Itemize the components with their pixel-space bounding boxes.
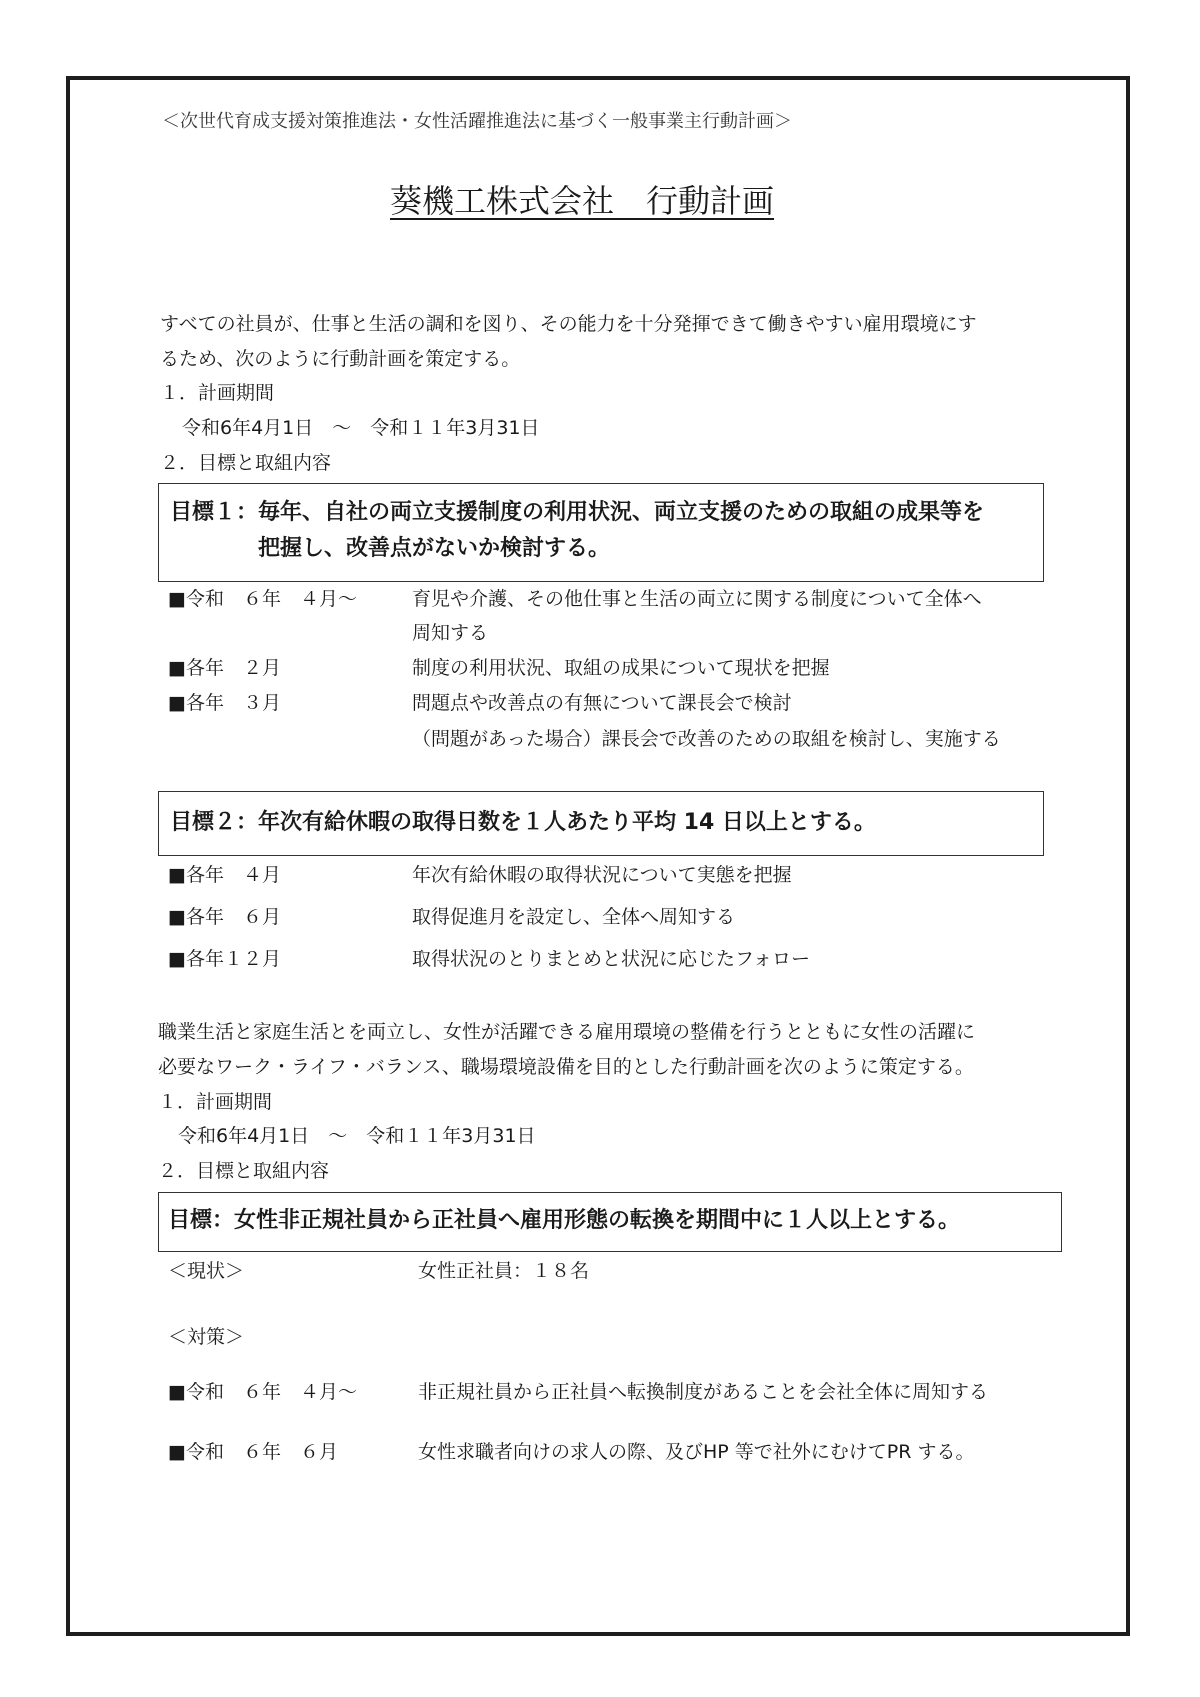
goal1-line2: 把握し、改善点がないか検討する。 (258, 536, 611, 561)
goal1-item-what-cont: 周知する (412, 622, 489, 644)
plan1-goals-heading: ２．目標と取組内容 (160, 452, 332, 474)
goal1-line1: 目標１：毎年、自社の両立支援制度の利用状況、両立支援のための取組の成果等を (170, 500, 985, 525)
goal1-item-what: 問題点や改善点の有無について課長会で検討 (412, 692, 792, 714)
measure-when: ■令和 ６年 ４月～ (168, 1381, 357, 1403)
plan1-period-heading: １．計画期間 (160, 382, 275, 404)
goal2-item-what: 取得促進月を設定し、全体へ周知する (412, 906, 736, 928)
plan1-period: 令和6年4月1日 ～ 令和１１年3月31日 (182, 417, 540, 439)
goal1-item-when: ■各年 ２月 (168, 657, 281, 679)
plan2-goals-heading: ２．目標と取組内容 (158, 1160, 330, 1182)
document-header: ＜次世代育成支援対策推進法・女性活躍推進法に基づく一般事業主行動計画＞ (162, 111, 792, 132)
measure-what: 非正規社員から正社員へ転換制度があることを会社全体に周知する (418, 1381, 989, 1403)
measure-when: ■令和 ６年 ６月 (168, 1441, 338, 1463)
goal2-item-what: 年次有給休暇の取得状況について実態を把握 (412, 864, 792, 886)
goal1-box (158, 483, 1044, 582)
goal1-item-what-cont: （問題があった場合）課長会で改善のための取組を検討し、実施する (412, 728, 1001, 750)
goal1-item-when: ■各年 ３月 (168, 692, 281, 714)
goal2-item-when: ■各年１２月 (168, 948, 281, 970)
measures-label: ＜対策＞ (168, 1326, 245, 1348)
goal2-text: 目標２：年次有給休暇の取得日数を１人あたり平均 14 日以上とする。 (170, 810, 876, 835)
status-label: ＜現状＞ (168, 1260, 245, 1282)
plan1-intro-line2: るため、次のように行動計画を策定する。 (160, 348, 521, 370)
plan2-intro-line1: 職業生活と家庭生活とを両立し、女性が活躍できる雇用環境の整備を行うとともに女性の活躍に (158, 1021, 976, 1043)
goal2-item-when: ■各年 ４月 (168, 864, 281, 886)
goal2-item-when: ■各年 ６月 (168, 906, 281, 928)
plan1-intro-line1: すべての社員が、仕事と生活の調和を図り、その能力を十分発揮できて働きやすい雇用環境にす (160, 313, 977, 335)
plan2-intro-line2: 必要なワーク・ライフ・バランス、職場環境設備を目的とした行動計画を次のように策定する。 (158, 1056, 974, 1078)
status-value: 女性正社員：１８名 (418, 1260, 590, 1282)
plan2-period: 令和6年4月1日 ～ 令和１１年3月31日 (178, 1125, 536, 1147)
plan2-period-heading: １．計画期間 (158, 1091, 273, 1113)
goal1-item-when: ■令和 ６年 ４月～ (168, 588, 357, 610)
plan2-goal-text: 目標：女性非正規社員から正社員へ雇用形態の転換を期間中に１人以上とする。 (168, 1208, 961, 1233)
goal1-item-what: 育児や介護、その他仕事と生活の両立に関する制度について全体へ (412, 588, 982, 610)
measure-what: 女性求職者向けの求人の際、及びHP 等で社外にむけてPR する。 (418, 1441, 975, 1463)
goal1-item-what: 制度の利用状況、取組の成果について現状を把握 (412, 657, 830, 679)
goal2-item-what: 取得状況のとりまとめと状況に応じたフォロー (412, 948, 811, 970)
page-title: 葵機工株式会社 行動計画 (390, 182, 775, 220)
